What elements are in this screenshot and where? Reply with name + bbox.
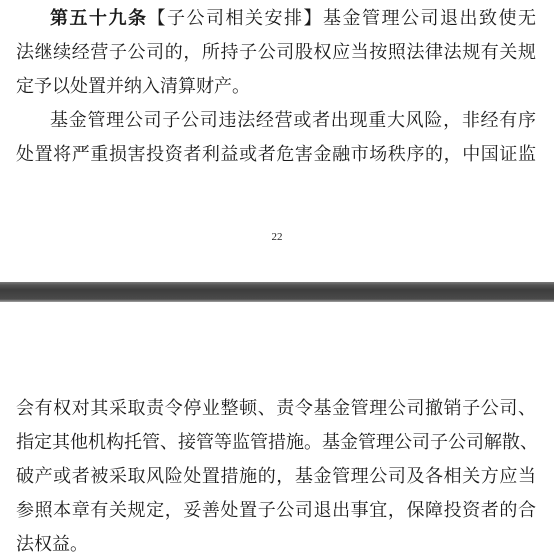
article-text-line-3: 定予以处置并纳入清算财产。 (16, 76, 250, 97)
article-number: 第五十九条 (50, 8, 148, 29)
paragraph-line: 法权益。 (16, 534, 88, 555)
page-break-divider (0, 282, 554, 302)
article-text-line-1: 基金管理公司退出致使无 (323, 8, 536, 29)
article-title: 【子公司相关安排】 (147, 8, 323, 29)
page-number: 22 (271, 231, 283, 243)
paragraph-2-line-2: 处置将严重损害投资者利益或者危害金融市场秩序的，中国证监 (16, 144, 536, 165)
article-text-line-2: 法继续经营子公司的，所持子公司股权应当按照法律法规有关规 (16, 42, 536, 63)
paragraph-line: 破产或者被采取风险处置措施的，基金管理公司及各相关方应当 (16, 466, 536, 487)
paragraph-line: 指定其他机构托管、接管等监管措施。基金管理公司子公司解散、 (16, 432, 538, 453)
paragraph-line: 会有权对其采取责令停业整顿、责令基金管理公司撤销子公司、 (16, 398, 536, 419)
paragraph-line: 参照本章有关规定，妥善处置子公司退出事宜，保障投资者的合 (16, 500, 536, 521)
document-page-bottom (0, 302, 554, 554)
paragraph-2-line-1: 基金管理公司子公司违法经营或者出现重大风险，非经有序 (50, 110, 536, 131)
article-first-line (50, 4, 536, 34)
